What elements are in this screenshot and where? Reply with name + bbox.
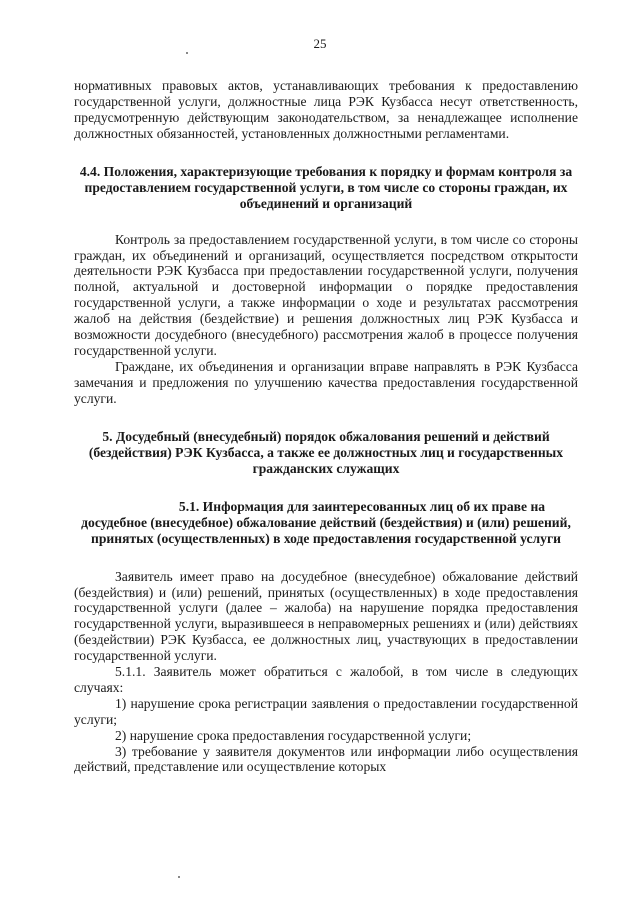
section-5-1-1-paragraph: 5.1.1. Заявитель может обратиться с жалобой, в том числе в следующих случаях: (74, 664, 578, 695)
section-5-1-paragraph-1: Заявитель имеет право на досудебное (внесудебное) обжалование действий (бездействия) и (или) решений, принятых (осуществленных) в ходе предоставления государственной услуги (далее – жалоба) на нарушение порядка предоставления государственной услуги, выразившееся в неправомерных решениях и (или) действиях (бездействии) РЭК Кузбасса, ее должностных лиц, участвующих в предоставлении государственной услуги. (74, 568, 578, 664)
document-body (74, 78, 578, 775)
page-number: 25 (313, 36, 327, 51)
intro-paragraph: нормативных правовых актов, устанавливающих требования к предоставлению государственной услуги, должностные лица РЭК Кузбасса несут ответственность, предусмотренную действующим законодательством, за ненадлежащее исполнение должностных обязанностей, установленных должностными регламентами. (74, 78, 578, 141)
scan-speck (186, 52, 188, 54)
section-5-heading: 5. Досудебный (внесудебный) порядок обжалования решений и действий (бездействия) РЭК Кузбасса, а также ее должностных лиц и государственных гражданских служащих (88, 428, 564, 476)
list-item-3: 3) требование у заявителя документов или информации либо осуществления действий, представление или осуществление которых (74, 743, 578, 775)
list-item-1: 1) нарушение срока регистрации заявления о предоставлении государственной услуги; (74, 695, 578, 727)
section-4-4-paragraph-2: Граждане, их объединения и организации вправе направлять в РЭК Кузбасса замечания и предложения по улучшению качества предоставления государственной услуги. (74, 358, 578, 406)
list-item-2: 2) нарушение срока предоставления государственной услуги; (115, 727, 472, 743)
section-5-1-heading: 5.1. Информация для заинтересованных лиц об их праве на досудебное (внесудебное) обжалование действий (бездействия) и (или) решений, принятых (осуществленных) в ходе предоставления государственной услуги (81, 498, 571, 546)
scan-speck (178, 876, 180, 878)
section-4-4-heading: 4.4. Положения, характеризующие требования к порядку и формам контроля за предоставлением государственной услуги, в том числе со стороны граждан, их объединений и организаций (79, 163, 573, 211)
section-4-4-paragraph-1: Контроль за предоставлением государственной услуги, в том числе со стороны граждан, их объединений и организаций, осуществляется посредством открытости деятельности РЭК Кузбасса при предоставлении государственной услуги, получения полной, актуальной и достоверной информации о порядке предоставления государственной услуги, а также информации о ходе и результатах рассмотрения жалоб на действия (бездействие) и решения должностных лиц РЭК Кузбасса и возможности досудебного (внесудебного) рассмотрения жалоб в процессе получения государственной услуги. (74, 231, 578, 358)
